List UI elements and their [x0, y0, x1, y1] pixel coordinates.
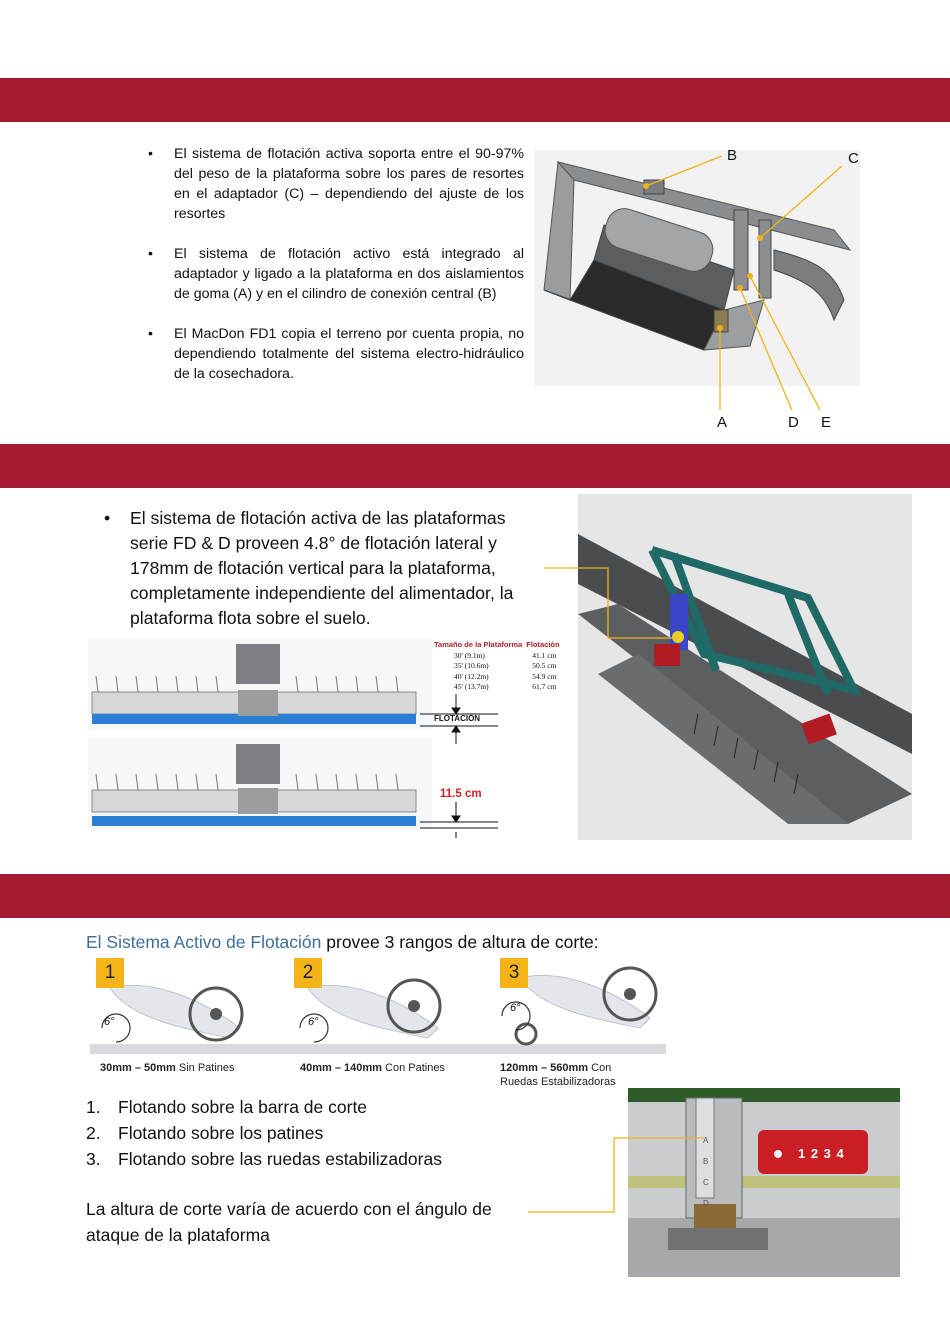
- table-header-size: Tamaño de la Plataforma: [434, 640, 523, 649]
- flotacion-label: FLOTACIÓN: [434, 714, 481, 723]
- list-item: 3. Flotando sobre las ruedas estabilizadoras: [86, 1149, 442, 1169]
- gauge-numbers: 1 2 3 4: [798, 1146, 845, 1161]
- height-label: 11.5 cm: [440, 788, 482, 800]
- range-caption-1: 30mm – 50mm Sin Patines: [100, 1062, 235, 1074]
- float-dimension-marks: [420, 690, 500, 840]
- range-caption-3: 120mm – 560mm Con Ruedas Estabilizadoras: [500, 1062, 616, 1088]
- section-band-3: [0, 874, 950, 918]
- list-item: 2. Flotando sobre los patines: [86, 1123, 324, 1143]
- section2-bullets: [104, 506, 544, 631]
- section1-bullet: • El sistema de flotación activa soporta entre el 90-97% del peso de la plataforma sobre los pares de resortes en el adaptador (C) – dependiendo del ajuste de los resortes: [148, 144, 524, 224]
- range-number-2: 2: [294, 958, 322, 988]
- label-e: E: [821, 414, 832, 431]
- gauge-letter-c: C: [703, 1178, 709, 1187]
- section3-intro: [86, 932, 599, 953]
- platform-float-diagram-bottom: [88, 738, 432, 830]
- table-row: 45' (13.7m) 61.7 cm: [454, 682, 557, 691]
- leader-lines-1: [0, 0, 950, 440]
- section1-bullet: • El MacDon FD1 copia el terreno por cuenta propia, no dependiendo totalmente del sistema electro-hidráulico de la cosechadora.: [148, 324, 524, 384]
- table-row: 40' (12.2m) 54.9 cm: [454, 671, 557, 681]
- label-c: C: [848, 150, 859, 167]
- angle-label-2: 6°: [308, 1016, 319, 1028]
- intro-rest: provee 3 rangos de altura de corte:: [321, 932, 599, 952]
- section2-bullet: • El sistema de flotación activa de las plataformas serie FD & D proveen 4.8° de flotación lateral y 178mm de flotación vertical para la plataforma, completamente independiente del alimentador, la plataforma flota sobre el suelo.: [104, 506, 544, 631]
- floating-modes-list: [86, 1094, 442, 1172]
- gauge-letter-a: A: [703, 1136, 709, 1145]
- label-b: B: [727, 147, 738, 164]
- range-number-1: 1: [96, 958, 124, 988]
- range-caption-2: 40mm – 140mm Con Patines: [300, 1062, 445, 1074]
- cut-height-note: La altura de corte varía de acuerdo con el ángulo de ataque de la plataforma: [86, 1199, 492, 1245]
- range-number-3: 3: [500, 958, 528, 988]
- label-d: D: [788, 414, 799, 431]
- table-row: 30' (9.1m) 41.1 cm: [454, 650, 557, 660]
- leader-line-3: [524, 1130, 724, 1220]
- section-band-2: [0, 444, 950, 488]
- angle-label-1: 6°: [104, 1016, 115, 1028]
- cutting-range-illustrations: [90, 958, 666, 1058]
- intro-highlight: El Sistema Activo de Flotación: [86, 932, 322, 952]
- label-a: A: [717, 414, 728, 431]
- angle-label-3: 6°: [510, 1002, 521, 1014]
- leader-line-2: [540, 560, 700, 650]
- table-row: 35' (10.6m) 50.5 cm: [454, 661, 557, 670]
- list-item: 1. Flotando sobre la barra de corte: [86, 1097, 368, 1117]
- table-header-float: Flotación: [526, 640, 560, 649]
- gauge-letter-d: D: [703, 1199, 709, 1208]
- section1-bullet: • El sistema de flotación activo está integrado al adaptador y ligado a la plataforma en dos aislamientos de goma (A) y en el cilindro de conexión central (B): [148, 244, 524, 304]
- frame-3d-render: [578, 494, 912, 840]
- platform-float-diagram-top: [88, 638, 432, 730]
- gauge-letter-b: B: [703, 1157, 709, 1166]
